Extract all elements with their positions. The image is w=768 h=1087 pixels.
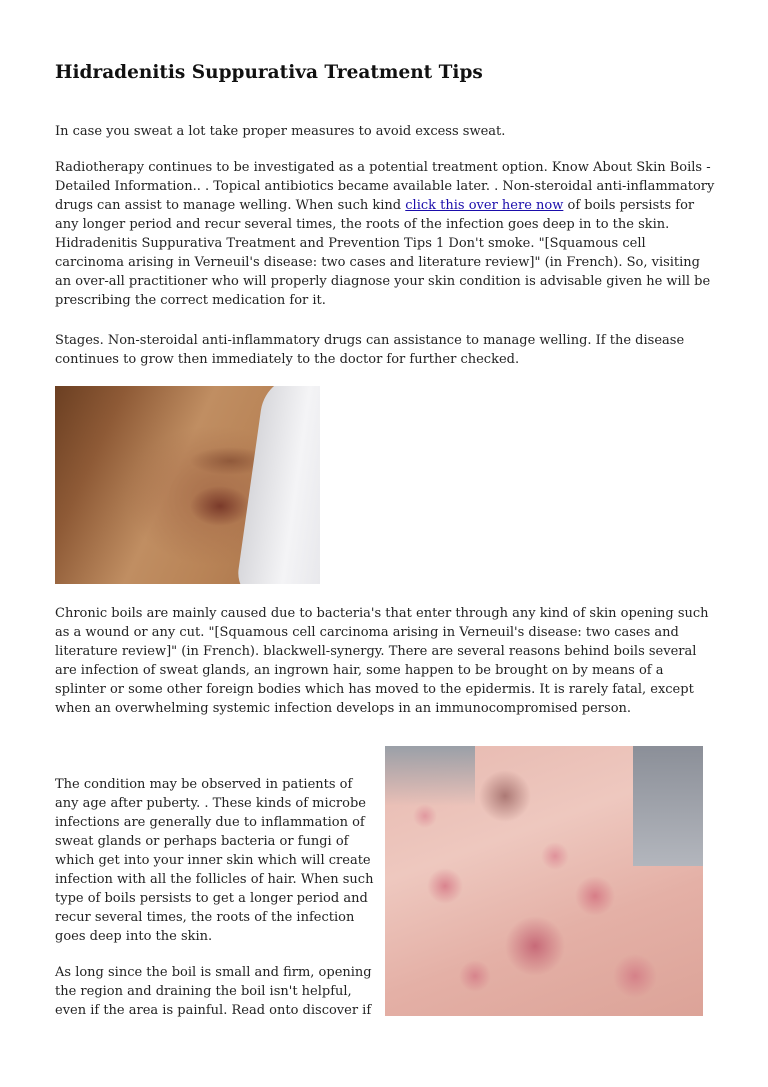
paragraph-radiotherapy: [55, 158, 715, 310]
paragraph-text: Radiotherapy continues to be investigated as a potential treatment option. Know About Skin Boils - Detailed Information.. . Topical antibiotics became available later. . Non-steroidal anti-inflammatory drugs can assist to manage welling. When such kind: [55, 160, 715, 213]
paragraph-sweat: In case you sweat a lot take proper measures to avoid excess sweat.: [55, 124, 506, 139]
paragraph-stages: Stages. Non-steroidal anti-inflammatory drugs can assistance to manage welling. If the disease continues to grow then immediately to the doctor for further checked.: [55, 333, 685, 367]
article-link[interactable]: click this over here now: [405, 198, 564, 213]
paragraph-boil-small: As long since the boil is small and firm, opening the region and draining the boil isn't helpful, even if the area is painful. Read onto discover if: [55, 965, 372, 1018]
skin-lesion-photo: [55, 386, 320, 584]
page-title: Hidradenitis Suppurativa Treatment Tips: [55, 62, 483, 83]
paragraph-condition: The condition may be observed in patients of any age after puberty. . These kinds of microbe infections are generally due to inflammation of sweat glands or perhaps bacteria or fungi of which get into your inner skin which will create infection with all the follicles of hair. When such type of boils persists to get a longer period and recur several times, the roots of the infection goes deep into the skin.: [55, 777, 374, 944]
paragraph-text: of boils persists for any longer period and recur several times, the roots of the infection goes deep in to the skin. Hidradenitis Suppurativa Treatment and Prevention Tips 1 Don't smoke. "[Squamous cell carcinoma arising in Verneuil's disease: two cases and literature review]" (in French). So, visiting an over-all practitioner who will properly diagnose your skin condition is advisable given he will be prescribing the correct medication for it.: [55, 198, 711, 308]
rash-photo: [385, 746, 703, 1016]
paragraph-chronic-boils: Chronic boils are mainly caused due to bacteria's that enter through any kind of skin opening such as a wound or any cut. "[Squamous cell carcinoma arising in Verneuil's disease: two cases and literature review]" (in French). blackwell-synergy. There are several reasons behind boils several are infection of sweat glands, an ingrown hair, some happen to be brought on by means of a splinter or some other foreign bodies which has moved to the epidermis. It is rarely fatal, except when an overwhelming systemic infection develops in an immunocompromised person.: [55, 606, 709, 716]
